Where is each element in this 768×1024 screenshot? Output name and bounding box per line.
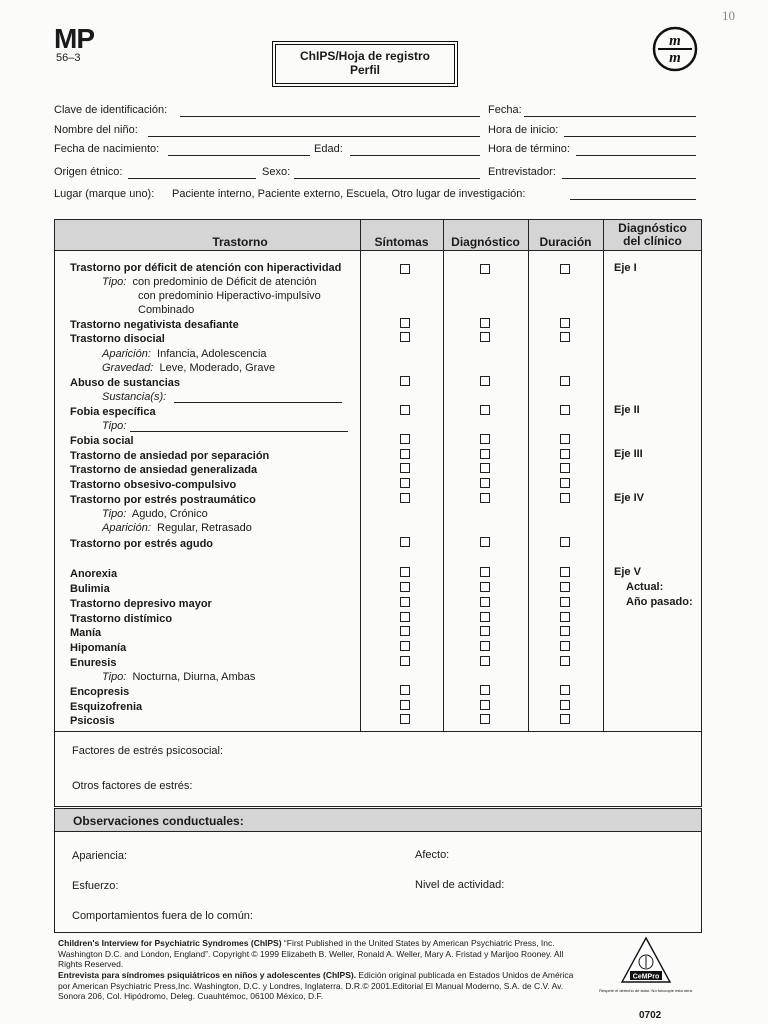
- checkbox[interactable]: [560, 582, 570, 592]
- checkbox[interactable]: [400, 626, 410, 636]
- row-depresivo: Trastorno depresivo mayor: [70, 598, 212, 610]
- checkbox[interactable]: [480, 626, 490, 636]
- label-nombre: Nombre del niño:: [54, 124, 138, 136]
- th-clinico-line2: del clínico: [623, 234, 682, 248]
- checkbox[interactable]: [560, 376, 570, 386]
- row-toc: Trastorno obsesivo-compulsivo: [70, 479, 237, 491]
- checkbox[interactable]: [480, 612, 490, 622]
- eje-5: Eje V: [614, 566, 641, 578]
- seal-caption: Respete el derecho de autor. No fotocopie esta obra.: [599, 988, 693, 993]
- checkbox[interactable]: [400, 537, 410, 547]
- checkbox[interactable]: [480, 597, 490, 607]
- checkbox[interactable]: [560, 332, 570, 342]
- checkbox[interactable]: [560, 597, 570, 607]
- row-tept-aparicion: [102, 522, 252, 534]
- origen-input[interactable]: [128, 178, 256, 179]
- checkbox[interactable]: [400, 612, 410, 622]
- checkbox[interactable]: [400, 463, 410, 473]
- checkbox[interactable]: [400, 685, 410, 695]
- row-enuresis-tipo: [102, 671, 255, 683]
- checkbox[interactable]: [560, 463, 570, 473]
- checkbox[interactable]: [400, 714, 410, 724]
- publisher-logo: MP: [54, 23, 94, 54]
- checkbox[interactable]: [480, 700, 490, 710]
- eje-4: Eje IV: [614, 492, 644, 504]
- sustancias-input[interactable]: [174, 402, 342, 403]
- footer-spanish-title: Entrevista para síndromes psiquiátricos en niños y adolescentes (ChIPS).: [58, 970, 357, 980]
- checkbox[interactable]: [400, 582, 410, 592]
- col-divider: [360, 219, 361, 732]
- edad-input[interactable]: [350, 155, 480, 156]
- th-sintomas: Síntomas: [374, 235, 429, 249]
- otros-factores[interactable]: Otros factores de estrés:: [72, 780, 193, 792]
- checkbox[interactable]: [480, 567, 490, 577]
- eje-5-actual: Actual:: [626, 581, 664, 593]
- checkbox[interactable]: [480, 318, 490, 328]
- checkbox[interactable]: [560, 700, 570, 710]
- lugar-opciones[interactable]: Paciente interno, Paciente externo, Escuela, Otro lugar de investigación:: [172, 188, 526, 200]
- lugar-otro-input[interactable]: [570, 199, 696, 200]
- checkbox[interactable]: [560, 405, 570, 415]
- row-fobia-social: Fobia social: [70, 435, 134, 447]
- row-esquizofrenia: Esquizofrenia: [70, 701, 143, 713]
- title-line-1: ChIPS/Hoja de registro: [299, 49, 431, 63]
- checkbox[interactable]: [480, 582, 490, 592]
- row-disocial-gravedad: [102, 362, 275, 374]
- th-duracion: Duración: [539, 235, 592, 249]
- checkbox[interactable]: [400, 332, 410, 342]
- row-label: Aparición:: [102, 348, 151, 360]
- checkbox[interactable]: [560, 434, 570, 444]
- label-clave: Clave de identificación:: [54, 104, 168, 116]
- nivel-actividad-field[interactable]: Nivel de actividad:: [415, 879, 505, 891]
- th-diagnostico: Diagnóstico: [451, 235, 520, 249]
- row-text: Leve, Moderado, Grave: [159, 362, 276, 374]
- row-negativista: Trastorno negativista desafiante: [70, 319, 239, 331]
- label-hora-termino: Hora de término:: [488, 143, 570, 155]
- checkbox[interactable]: [560, 641, 570, 651]
- checkbox[interactable]: [480, 656, 490, 666]
- footer-english-text: “First Published in the United States by American Psychiatric Press, Inc. Washington D.C. and London, England”. Copyright © 1999 Elizabeth B. Weller, Ronald A. Weller, Mary A. Fristad y Marijoo Rooney. All Rights Reserved.: [58, 938, 564, 969]
- checkbox[interactable]: [480, 478, 490, 488]
- row-tdah: Trastorno por déficit de atención con hiperactividad: [70, 262, 342, 274]
- document-number: 0702: [639, 1010, 662, 1021]
- checkbox[interactable]: [560, 449, 570, 459]
- row-label: Tipo:: [102, 671, 127, 683]
- hora-termino-input[interactable]: [576, 155, 696, 156]
- label-sexo: Sexo:: [262, 166, 291, 178]
- footer-spanish-text: Edición original publicada en Estados Unidos de América por American Psychiatric Press,Inc. Washington, D.C. y Londres, Inglaterra. D.R.© 2001.Editorial El Manual Moderno, S.A. de C.V. Av. Sonora 206, Col. Hipódromo, Deleg. Cuauhtémoc, 06100 México, D.F.: [58, 970, 574, 1001]
- checkbox[interactable]: [400, 700, 410, 710]
- checkbox[interactable]: [400, 478, 410, 488]
- checkbox[interactable]: [400, 405, 410, 415]
- form-code: 56–3: [56, 52, 81, 64]
- checkbox[interactable]: [560, 537, 570, 547]
- row-bulimia: Bulimia: [70, 583, 110, 595]
- row-text: Agudo, Crónico: [131, 508, 208, 520]
- label-hora-inicio: Hora de inicio:: [488, 124, 559, 136]
- checkbox[interactable]: [560, 318, 570, 328]
- footer-english-title: Children's Interview for Psychiatric Syndromes (ChIPS): [58, 938, 282, 948]
- th-clinico: [603, 222, 702, 248]
- row-tdah-tipo: [102, 276, 317, 288]
- factores-psicosocial[interactable]: Factores de estrés psicosocial:: [72, 745, 224, 757]
- checkbox[interactable]: [560, 626, 570, 636]
- entrevistador-input[interactable]: [562, 178, 696, 179]
- footer-spanish: [58, 970, 588, 1002]
- checkbox[interactable]: [400, 449, 410, 459]
- checkbox[interactable]: [480, 376, 490, 386]
- col-divider: [528, 219, 529, 732]
- svg-text:m: m: [669, 50, 681, 66]
- nacimiento-input[interactable]: [168, 155, 310, 156]
- clave-input[interactable]: [180, 116, 480, 117]
- row-fobia-especifica: Fobia específica: [70, 406, 156, 418]
- observaciones-header: Observaciones conductuales:: [54, 808, 702, 832]
- eje-1: Eje I: [614, 262, 637, 274]
- comportamientos-field[interactable]: Comportamientos fuera de lo común:: [72, 910, 253, 922]
- row-text: con predominio de Déficit de atención: [132, 276, 317, 288]
- checkbox[interactable]: [480, 264, 490, 274]
- label-edad: Edad:: [314, 143, 343, 155]
- col-divider: [443, 219, 444, 732]
- checkbox[interactable]: [560, 264, 570, 274]
- svg-text:m: m: [669, 33, 681, 49]
- row-text: Regular, Retrasado: [157, 522, 252, 534]
- nombre-input[interactable]: [148, 136, 480, 137]
- hora-inicio-input[interactable]: [564, 136, 696, 137]
- checkbox[interactable]: [480, 463, 490, 473]
- row-disocial-aparicion: [102, 348, 267, 360]
- checkbox[interactable]: [400, 318, 410, 328]
- sexo-input[interactable]: [294, 178, 480, 179]
- row-label: Aparición:: [102, 522, 151, 534]
- row-ansiedad-generalizada: Trastorno de ansiedad generalizada: [70, 464, 258, 476]
- label-lugar: Lugar (marque uno):: [54, 188, 155, 200]
- title-line-2: Perfil: [349, 63, 380, 77]
- checkbox[interactable]: [560, 612, 570, 622]
- checkbox[interactable]: [400, 641, 410, 651]
- row-label: Sustancia(s):: [102, 391, 167, 403]
- fobia-tipo-input[interactable]: [130, 431, 348, 432]
- cempro-seal-icon: [599, 936, 693, 1008]
- row-label: Tipo:: [102, 276, 127, 288]
- esfuerzo-field[interactable]: Esfuerzo:: [72, 880, 119, 892]
- mm-logo-icon: [652, 26, 698, 72]
- label-entrevistador: Entrevistador:: [488, 166, 556, 178]
- label-fecha: Fecha:: [488, 104, 522, 116]
- row-divider: [54, 731, 702, 732]
- checkbox[interactable]: [400, 567, 410, 577]
- checkbox[interactable]: [560, 478, 570, 488]
- row-distimico: Trastorno distímico: [70, 613, 173, 625]
- checkbox[interactable]: [400, 376, 410, 386]
- checkbox[interactable]: [480, 332, 490, 342]
- row-enuresis: Enuresis: [70, 657, 117, 669]
- col-divider: [603, 219, 604, 732]
- checkbox[interactable]: [480, 714, 490, 724]
- checkbox[interactable]: [480, 641, 490, 651]
- checkbox[interactable]: [400, 656, 410, 666]
- row-tept: Trastorno por estrés postraumático: [70, 494, 256, 506]
- label-origen: Origen étnico:: [54, 166, 123, 178]
- checkbox[interactable]: [560, 656, 570, 666]
- label-nacimiento: Fecha de nacimiento:: [54, 143, 160, 155]
- row-disocial: Trastorno disocial: [70, 333, 165, 345]
- row-text: Infancia, Adolescencia: [157, 348, 267, 360]
- checkbox[interactable]: [400, 493, 410, 503]
- th-trastorno: Trastorno: [212, 235, 268, 249]
- row-mania: Manía: [70, 627, 102, 639]
- checkbox[interactable]: [480, 449, 490, 459]
- eje-3: Eje III: [614, 448, 643, 460]
- row-encopresis: Encopresis: [70, 686, 130, 698]
- page-number: 10: [722, 8, 735, 23]
- row-label: Gravedad:: [102, 362, 154, 374]
- row-label: Tipo:: [102, 420, 127, 432]
- checkbox[interactable]: [480, 685, 490, 695]
- seal-name: CeMPro: [632, 973, 660, 981]
- checkbox[interactable]: [560, 685, 570, 695]
- checkbox[interactable]: [480, 434, 490, 444]
- checkbox[interactable]: [560, 493, 570, 503]
- checkbox[interactable]: [400, 434, 410, 444]
- row-hipomania: Hipomanía: [70, 642, 127, 654]
- eje-2: Eje II: [614, 404, 640, 416]
- checkbox[interactable]: [480, 537, 490, 547]
- row-tept-tipo: [102, 508, 208, 520]
- row-tdah-hiper: con predominio Hiperactivo-impulsivo: [138, 290, 321, 302]
- checkbox[interactable]: [560, 714, 570, 724]
- afecto-field[interactable]: Afecto:: [415, 849, 450, 861]
- row-abuso: Abuso de sustancias: [70, 377, 181, 389]
- checkbox[interactable]: [400, 264, 410, 274]
- th-clinico-line1: Diagnóstico: [618, 221, 687, 235]
- row-label: Tipo:: [102, 508, 127, 520]
- title-box: [272, 41, 458, 87]
- row-sustancias: [102, 391, 166, 403]
- checkbox[interactable]: [480, 493, 490, 503]
- footer-english: [58, 938, 588, 970]
- checkbox[interactable]: [480, 405, 490, 415]
- row-fobia-tipo: [102, 420, 126, 432]
- row-psicosis: Psicosis: [70, 715, 115, 727]
- apariencia-field[interactable]: Apariencia:: [72, 850, 128, 862]
- row-ansiedad-separacion: Trastorno de ansiedad por separación: [70, 450, 270, 462]
- row-estres-agudo: Trastorno por estrés agudo: [70, 538, 214, 550]
- checkbox[interactable]: [560, 567, 570, 577]
- row-tdah-combinado: Combinado: [138, 304, 195, 316]
- eje-5-ano-pasado: Año pasado:: [626, 596, 693, 608]
- checkbox[interactable]: [400, 597, 410, 607]
- row-text: Nocturna, Diurna, Ambas: [132, 671, 256, 683]
- row-anorexia: Anorexia: [70, 568, 118, 580]
- fecha-input[interactable]: [524, 116, 696, 117]
